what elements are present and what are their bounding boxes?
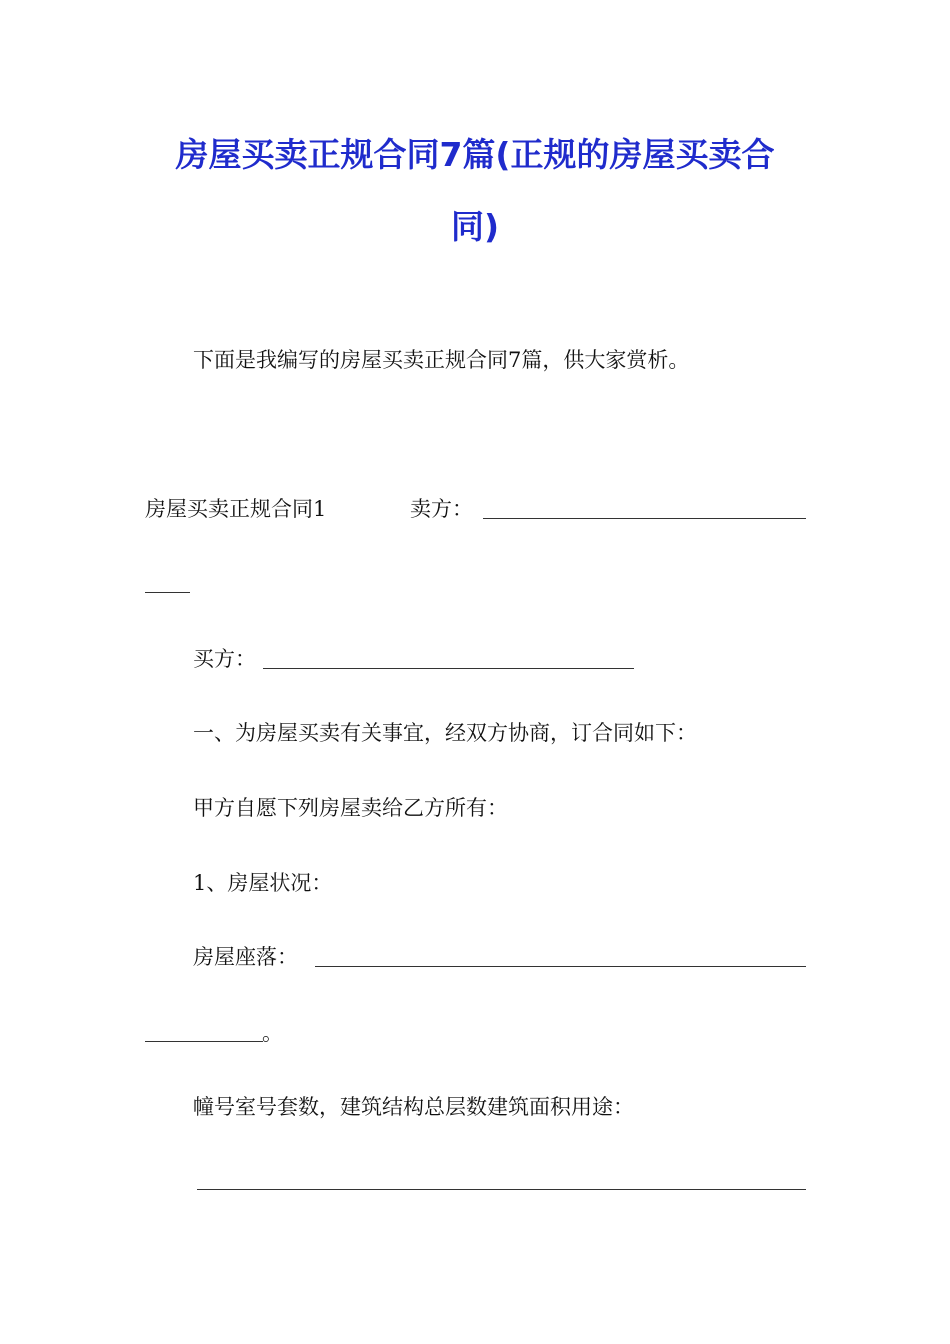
seller-label: 卖方：	[410, 497, 473, 521]
clause-seller-agreement: 甲方自愿下列房屋卖给乙方所有：	[193, 796, 508, 820]
location-period: 。	[262, 1021, 283, 1045]
buyer-blank-line	[263, 668, 634, 669]
building-details-blank-line	[197, 1189, 806, 1190]
location-blank-line	[315, 966, 806, 967]
location-blank-line-continued	[145, 1041, 263, 1042]
seller-blank-line	[483, 518, 806, 519]
seller-blank-line-continued	[145, 592, 190, 593]
location-label: 房屋座落：	[193, 945, 298, 969]
clause-one: 一、为房屋买卖有关事宜，经双方协商，订合同如下：	[193, 721, 697, 745]
intro-paragraph: 下面是我编写的房屋买卖正规合同7篇，供大家赏析。	[193, 348, 690, 372]
building-details-label: 幢号室号套数，建筑结构总层数建筑面积用途：	[193, 1095, 634, 1119]
document-title-line-2: 同)	[450, 207, 500, 246]
document-title-line-1: 房屋买卖正规合同7篇(正规的房屋买卖合	[175, 135, 775, 174]
contract-heading: 房屋买卖正规合同1	[145, 497, 327, 521]
buyer-label: 买方：	[193, 647, 256, 671]
item-house-status: 1、房屋状况：	[193, 871, 333, 895]
